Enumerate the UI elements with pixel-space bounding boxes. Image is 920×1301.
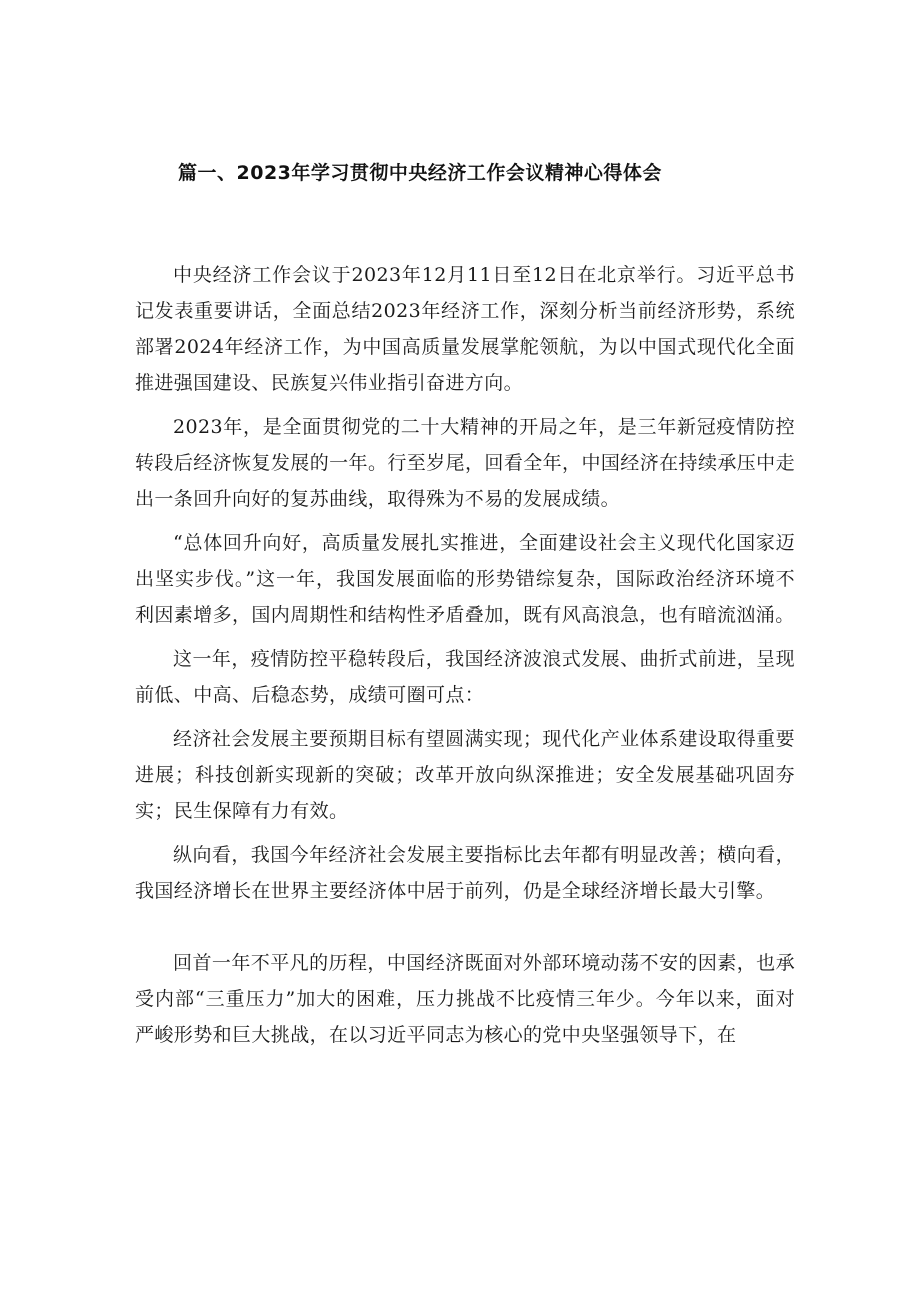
paragraph: 这一年，疫情防控平稳转段后，我国经济波浪式发展、曲折式前进，呈现前低、中高、后稳态势，成绩可圈可点： xyxy=(135,648,795,706)
paragraph: 经济社会发展主要预期目标有望圆满实现；现代化产业体系建设取得重要进展；科技创新实现新的突破；改革开放向纵深推进；安全发展基础巩固夯实；民生保障有力有效。 xyxy=(135,728,795,822)
paragraph: 中央经济工作会议于2023年12月11日至12日在北京举行。习近平总书记发表重要讲话，全面总结2023年经济工作，深刻分析当前经济形势，系统部署2024年经济工作，为中国高质量发展掌舵领航，为以中国式现代化全面推进强国建设、民族复兴伟业指引奋进方向。 xyxy=(135,264,795,394)
paragraph: 回首一年不平凡的历程，中国经济既面对外部环境动荡不安的因素，也承受内部“三重压力”加大的困难，压力挑战不比疫情三年少。今年以来，面对严峻形势和巨大挑战，在以习近平同志为核心的党中央坚强领导下，在 xyxy=(135,952,795,1046)
document-body xyxy=(135,257,795,1061)
document-title: 篇一、2023年学习贯彻中央经济工作会议精神心得体会 xyxy=(178,162,662,184)
paragraph: 纵向看，我国今年经济社会发展主要指标比去年都有明显改善；横向看，我国经济增长在世界主要经济体中居于前列，仍是全球经济增长最大引擎。 xyxy=(135,844,795,902)
paragraph: 2023年，是全面贯彻党的二十大精神的开局之年，是三年新冠疫情防控转段后经济恢复发展的一年。行至岁尾，回看全年，中国经济在持续承压中走出一条回升向好的复苏曲线，取得殊为不易的发展成绩。 xyxy=(135,416,795,510)
paragraph: “总体回升向好，高质量发展扎实推进，全面建设社会主义现代化国家迈出坚实步伐。”这一年，我国发展面临的形势错综复杂，国际政治经济环境不利因素增多，国内周期性和结构性矛盾叠加，既有风高浪急，也有暗流汹涌。 xyxy=(135,532,795,626)
